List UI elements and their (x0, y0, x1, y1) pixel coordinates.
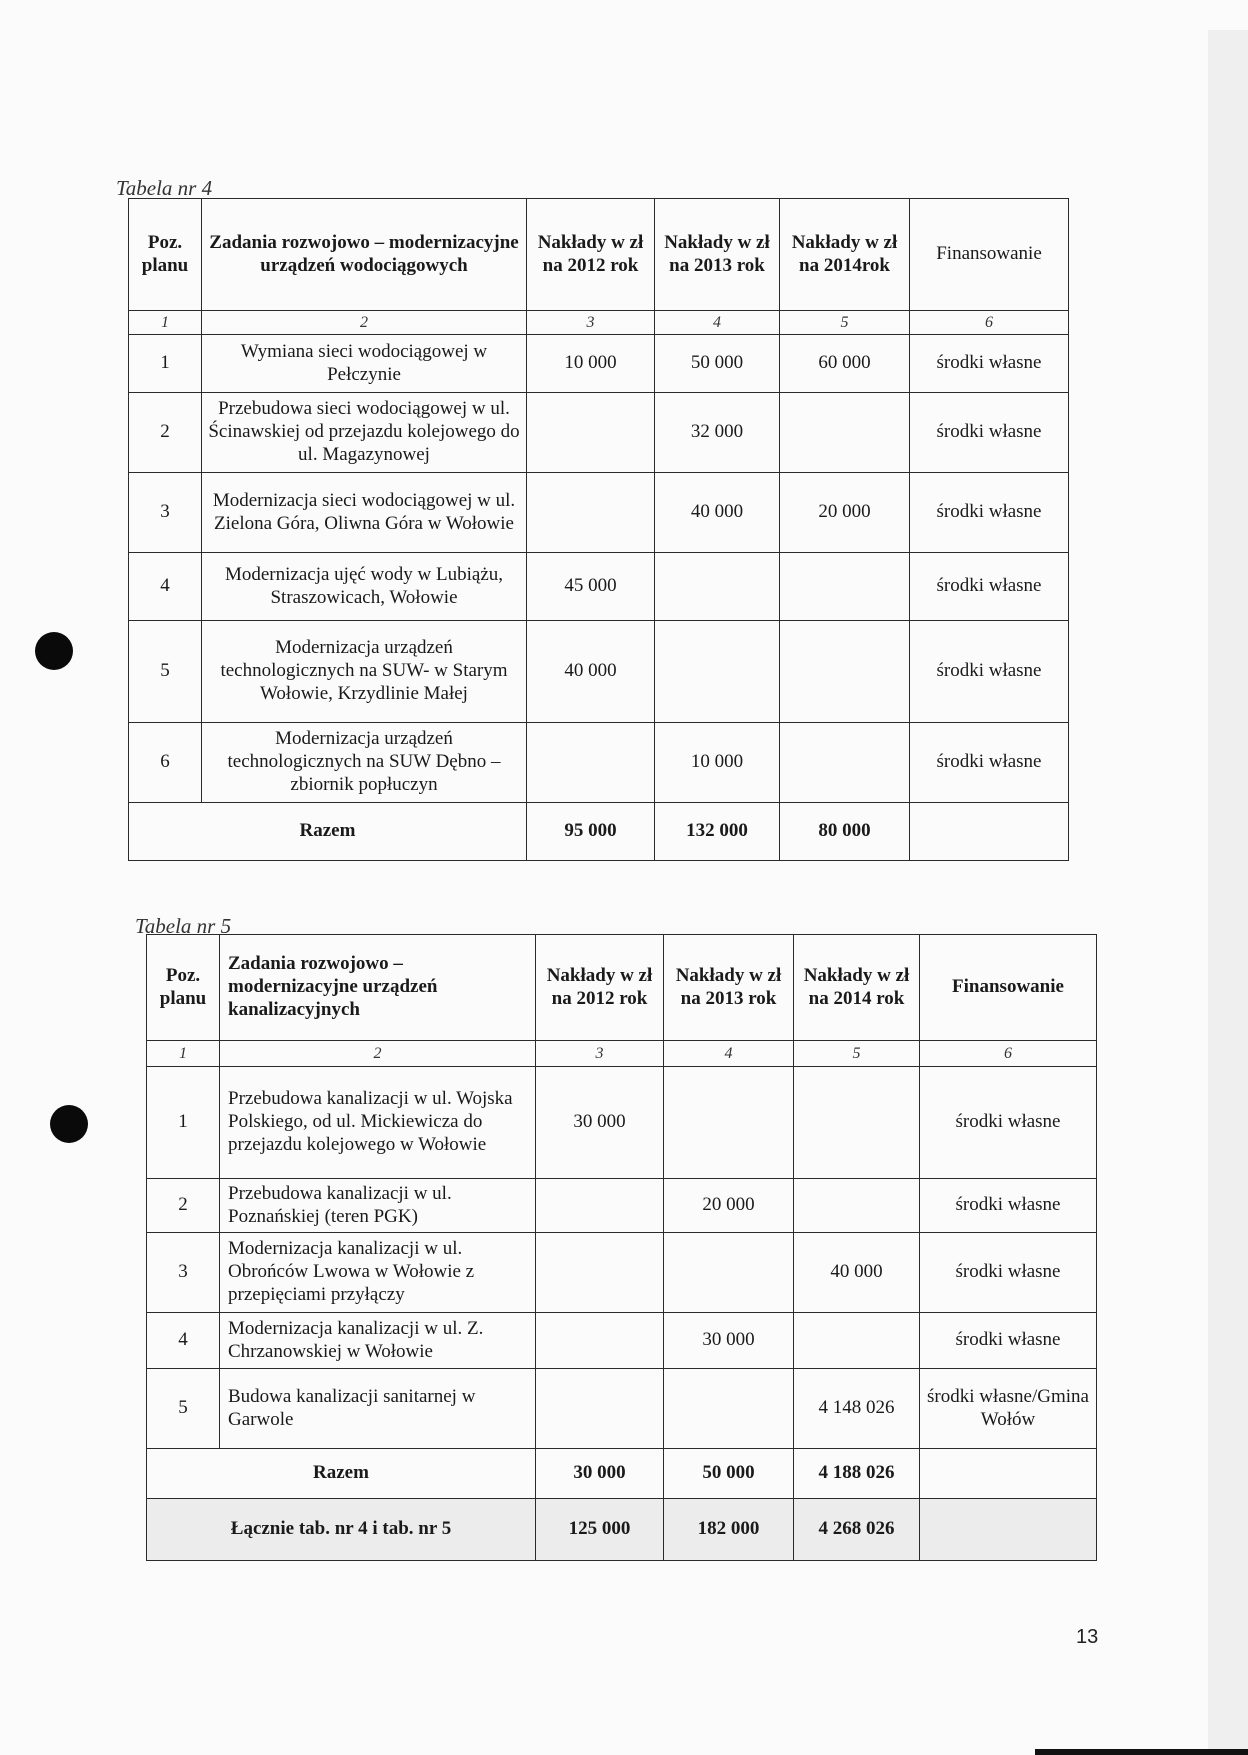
row-2013 (664, 1233, 794, 1313)
row-financing: środki własne (920, 1313, 1097, 1369)
total-label: Razem (147, 1449, 536, 1499)
page-number: 13 (1076, 1626, 1099, 1648)
row-task: Przebudowa kanalizacji w ul. Poznańskiej (teren PGK) (220, 1179, 536, 1233)
row-2013: 10 000 (655, 723, 780, 803)
row-2014 (780, 621, 910, 723)
row-2012: 30 000 (536, 1067, 664, 1179)
row-poz: 4 (147, 1313, 220, 1369)
total-label: Razem (129, 803, 527, 861)
punch-hole-top (35, 632, 73, 670)
table5-colnum: 2 (220, 1041, 536, 1067)
grand-total-2012: 125 000 (536, 1499, 664, 1561)
row-2014 (794, 1313, 920, 1369)
row-2013: 50 000 (655, 335, 780, 393)
total-2012: 30 000 (536, 1449, 664, 1499)
row-financing: środki własne (910, 473, 1069, 553)
row-poz: 3 (129, 473, 202, 553)
table4-colnum-row (129, 311, 1069, 335)
total-2014: 80 000 (780, 803, 910, 861)
row-poz: 1 (147, 1067, 220, 1179)
table4 (128, 198, 1069, 861)
table4-header-2014: Nakłady w zł na 2014rok (780, 199, 910, 311)
row-task: Budowa kanalizacji sanitarnej w Garwole (220, 1369, 536, 1449)
row-poz: 5 (147, 1369, 220, 1449)
row-2013 (664, 1369, 794, 1449)
table-row (147, 1067, 1097, 1179)
row-2012 (536, 1179, 664, 1233)
total-2012: 95 000 (527, 803, 655, 861)
table-row (129, 393, 1069, 473)
row-2014 (780, 553, 910, 621)
table-row (147, 1233, 1097, 1313)
table-row (129, 723, 1069, 803)
table-row (129, 473, 1069, 553)
row-2013: 40 000 (655, 473, 780, 553)
row-poz: 4 (129, 553, 202, 621)
row-2013 (664, 1067, 794, 1179)
total-2014: 4 188 026 (794, 1449, 920, 1499)
row-task: Wymiana sieci wodociągowej w Pełczynie (202, 335, 527, 393)
row-poz: 5 (129, 621, 202, 723)
table-row (147, 1313, 1097, 1369)
grand-total-financing-empty (920, 1499, 1097, 1561)
row-task: Przebudowa kanalizacji w ul. Wojska Polskiego, od ul. Mickiewicza do przejazdu kolejowego w Wołowie (220, 1067, 536, 1179)
row-2014 (780, 723, 910, 803)
row-poz: 6 (129, 723, 202, 803)
table5-total-row (147, 1449, 1097, 1499)
row-2014 (780, 393, 910, 473)
table4-colnum: 6 (910, 311, 1069, 335)
table5-header-2013: Nakłady w zł na 2013 rok (664, 935, 794, 1041)
row-2013: 32 000 (655, 393, 780, 473)
row-task: Modernizacja kanalizacji w ul. Z. Chrzanowskiej w Wołowie (220, 1313, 536, 1369)
row-financing: środki własne (910, 393, 1069, 473)
grand-total-row (147, 1499, 1097, 1561)
row-2012: 40 000 (527, 621, 655, 723)
row-financing: środki własne (920, 1233, 1097, 1313)
row-poz: 2 (147, 1179, 220, 1233)
table4-colnum: 2 (202, 311, 527, 335)
row-2012 (527, 393, 655, 473)
table5-colnum: 4 (664, 1041, 794, 1067)
row-task: Modernizacja urządzeń technologicznych na SUW- w Starym Wołowie, Krzydlinie Małej (202, 621, 527, 723)
table5-colnum: 1 (147, 1041, 220, 1067)
table4-colnum: 3 (527, 311, 655, 335)
row-task: Modernizacja ujęć wody w Lubiążu, Straszowicach, Wołowie (202, 553, 527, 621)
grand-total-2013: 182 000 (664, 1499, 794, 1561)
table4-header-task: Zadania rozwojowo – modernizacyjne urządzeń wodociągowych (202, 199, 527, 311)
row-2013: 30 000 (664, 1313, 794, 1369)
row-2014: 40 000 (794, 1233, 920, 1313)
row-poz: 2 (129, 393, 202, 473)
row-task: Modernizacja urządzeń technologicznych na SUW Dębno – zbiornik popłuczyn (202, 723, 527, 803)
table4-header-row (129, 199, 1069, 311)
table-row (129, 621, 1069, 723)
table5-header-financing: Finansowanie (920, 935, 1097, 1041)
row-task: Modernizacja sieci wodociągowej w ul. Zielona Góra, Oliwna Góra w Wołowie (202, 473, 527, 553)
table4-total-row (129, 803, 1069, 861)
row-2012 (527, 723, 655, 803)
row-2012 (536, 1313, 664, 1369)
row-2012: 10 000 (527, 335, 655, 393)
row-2014 (794, 1067, 920, 1179)
row-2012 (527, 473, 655, 553)
table5-header-2012: Nakłady w zł na 2012 rok (536, 935, 664, 1041)
row-financing: środki własne (920, 1067, 1097, 1179)
grand-total-2014: 4 268 026 (794, 1499, 920, 1561)
total-2013: 132 000 (655, 803, 780, 861)
row-2014: 20 000 (780, 473, 910, 553)
table5-header-poz: Poz. planu (147, 935, 220, 1041)
row-task: Modernizacja kanalizacji w ul. Obrońców Lwowa w Wołowie z przepięciami przyłączy (220, 1233, 536, 1313)
row-task: Przebudowa sieci wodociągowej w ul. Ścinawskiej od przejazdu kolejowego do ul. Magazynowej (202, 393, 527, 473)
table4-colnum: 4 (655, 311, 780, 335)
scan-edge-bar (1035, 1749, 1248, 1755)
row-2013: 20 000 (664, 1179, 794, 1233)
table4-header-2012: Nakłady w zł na 2012 rok (527, 199, 655, 311)
table4-header-financing: Finansowanie (910, 199, 1069, 311)
punch-hole-bottom (50, 1105, 88, 1143)
total-financing-empty (920, 1449, 1097, 1499)
table4-colnum: 1 (129, 311, 202, 335)
table5-caption: Tabela nr 5 (135, 914, 232, 938)
table5-header-task: Zadania rozwojowo – modernizacyjne urządzeń kanalizacyjnych (220, 935, 536, 1041)
grand-total-label: Łącznie tab. nr 4 i tab. nr 5 (147, 1499, 536, 1561)
row-2013 (655, 553, 780, 621)
row-financing: środki własne (910, 723, 1069, 803)
table-row (147, 1179, 1097, 1233)
row-financing: środki własne (910, 335, 1069, 393)
table5-colnum-row (147, 1041, 1097, 1067)
table-row (129, 553, 1069, 621)
row-2012 (536, 1233, 664, 1313)
row-2014: 4 148 026 (794, 1369, 920, 1449)
row-2012: 45 000 (527, 553, 655, 621)
row-2012 (536, 1369, 664, 1449)
table5-colnum: 5 (794, 1041, 920, 1067)
table-row (129, 335, 1069, 393)
row-2013 (655, 621, 780, 723)
table5 (146, 934, 1097, 1561)
table5-colnum: 3 (536, 1041, 664, 1067)
table4-header-poz: Poz. planu (129, 199, 202, 311)
row-poz: 1 (129, 335, 202, 393)
total-financing-empty (910, 803, 1069, 861)
scan-edge-strip (1208, 30, 1248, 1755)
row-financing: środki własne/Gmina Wołów (920, 1369, 1097, 1449)
row-financing: środki własne (910, 621, 1069, 723)
row-poz: 3 (147, 1233, 220, 1313)
table5-colnum: 6 (920, 1041, 1097, 1067)
row-financing: środki własne (910, 553, 1069, 621)
table5-header-row (147, 935, 1097, 1041)
table-row (147, 1369, 1097, 1449)
table5-header-2014: Nakłady w zł na 2014 rok (794, 935, 920, 1041)
table4-caption: Tabela nr 4 (116, 176, 213, 200)
table4-colnum: 5 (780, 311, 910, 335)
total-2013: 50 000 (664, 1449, 794, 1499)
table4-header-2013: Nakłady w zł na 2013 rok (655, 199, 780, 311)
row-financing: środki własne (920, 1179, 1097, 1233)
row-2014 (794, 1179, 920, 1233)
row-2014: 60 000 (780, 335, 910, 393)
